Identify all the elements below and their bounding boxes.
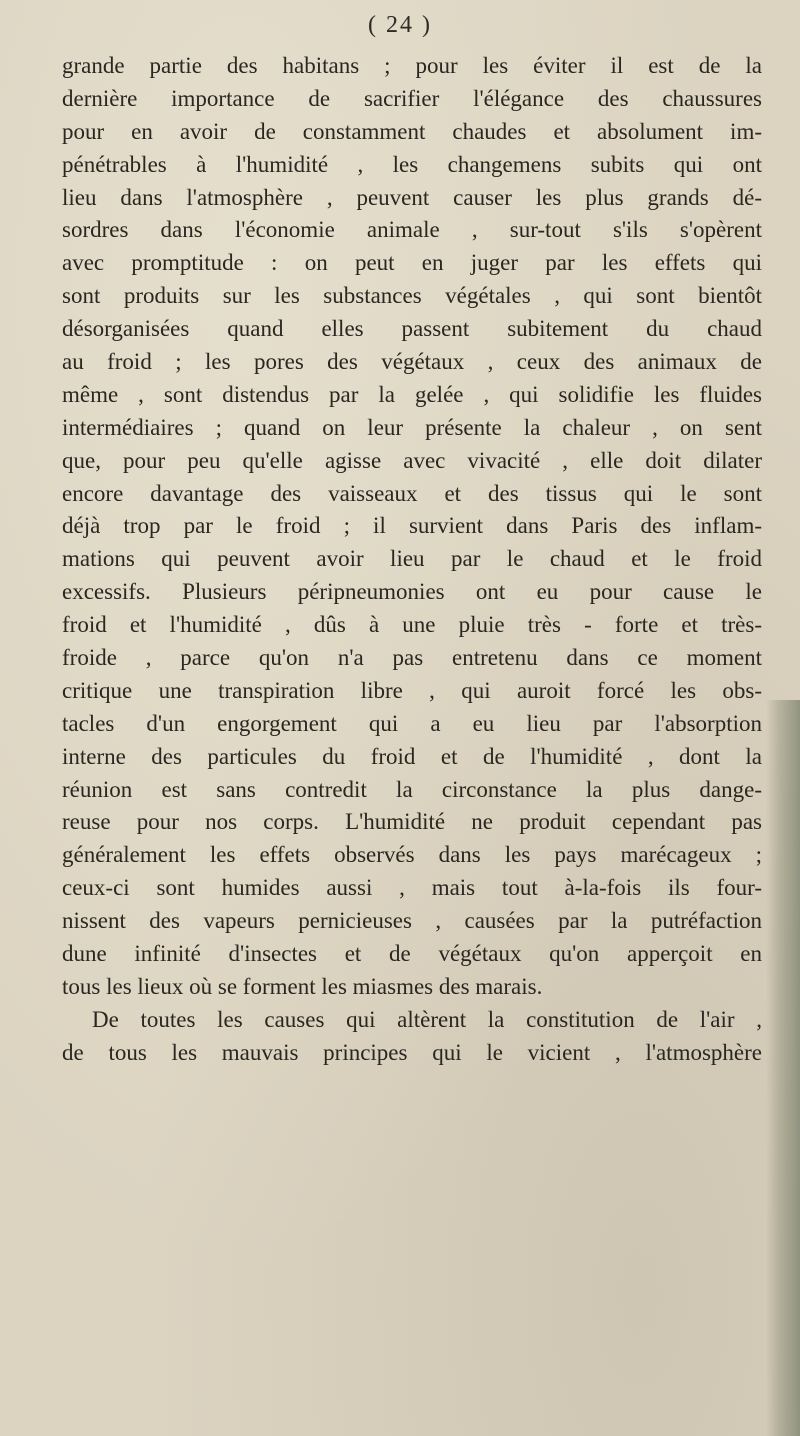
text-line: dune infinité d'insectes et de végétaux qu'on apperçoit en [62, 941, 762, 967]
text-line: grande partie des habitans ; pour les éviter il est de la [62, 53, 762, 78]
text-line: que, pour peu qu'elle agisse avec vivacité , elle doit dilater [62, 447, 762, 473]
text-line: généralement les effets observés dans les pays marécageux ; [62, 842, 762, 868]
text-line: De toutes les causes qui altèrent la constitution de l'air , [92, 1006, 762, 1032]
text-line: sordres dans l'économie animale , sur-tout s'ils s'opèrent [62, 217, 762, 243]
text-line: avec promptitude : on peut en juger par les effets qui [62, 250, 762, 276]
text-line: de tous les mauvais principes qui le vicient , l'atmosphère [62, 1039, 762, 1065]
text-line: tacles d'un engorgement qui a eu lieu par l'absorption [62, 710, 762, 736]
text-line: désorganisées quand elles passent subitement du chaud [62, 316, 762, 342]
text-line: nissent des vapeurs pernicieuses , causées par la putréfaction [62, 908, 762, 934]
text-line: excessifs. Plusieurs péripneumonies ont eu pour cause le [62, 579, 762, 605]
text-line: interne des particules du froid et de l'humidité , dont la [62, 743, 762, 769]
text-line: sont produits sur les substances végétales , qui sont bientôt [62, 283, 762, 309]
text-line: critique une transpiration libre , qui auroit forcé les obs- [62, 677, 762, 703]
text-line: pour en avoir de constamment chaudes et absolument im- [62, 118, 762, 144]
page-number: ( 24 ) [368, 12, 432, 38]
text-line: froid et l'humidité , dûs à une pluie très - forte et très- [62, 612, 762, 638]
text-line: reuse pour nos corps. L'humidité ne produit cependant pas [62, 809, 762, 835]
text-line: dernière importance de sacrifier l'élégance des chaussures [62, 85, 762, 111]
text-line: tous les lieux où se forment les miasmes des marais. [62, 973, 543, 999]
text-line: déjà trop par le froid ; il survient dans Paris des inflam- [62, 513, 762, 539]
page-edge-shadow [766, 700, 800, 1436]
body-text [62, 50, 762, 1070]
text-line: lieu dans l'atmosphère , peuvent causer les plus grands dé- [62, 184, 762, 210]
text-line: froide , parce qu'on n'a pas entretenu dans ce moment [62, 645, 762, 671]
text-line: mations qui peuvent avoir lieu par le chaud et le froid [62, 546, 762, 572]
text-line: intermédiaires ; quand on leur présente la chaleur , on sent [62, 414, 762, 440]
text-line: réunion est sans contredit la circonstance la plus dange- [62, 776, 762, 802]
text-line: pénétrables à l'humidité , les changemens subits qui ont [62, 151, 762, 177]
text-line: encore davantage des vaisseaux et des tissus qui le sont [62, 480, 762, 506]
text-line: même , sont distendus par la gelée , qui solidifie les fluides [62, 381, 762, 407]
text-line: au froid ; les pores des végétaux , ceux des animaux de [62, 349, 762, 375]
text-line: ceux-ci sont humides aussi , mais tout à-la-fois ils four- [62, 875, 762, 901]
